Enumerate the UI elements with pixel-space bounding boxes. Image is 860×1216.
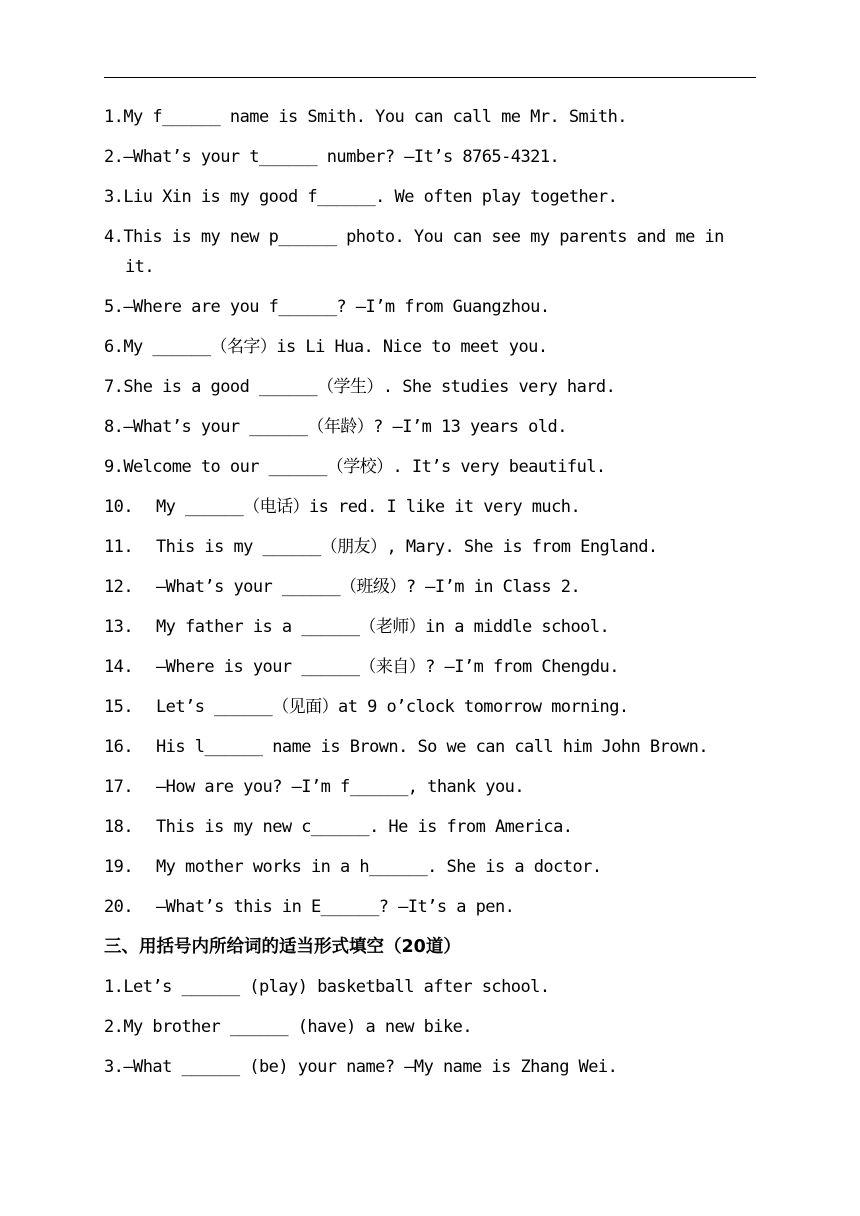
question-5: 5.—Where are you f______? —I’m from Guangzhou. xyxy=(104,297,550,317)
question-4: 4.This is my new p______ photo. You can see my parents and me in it. xyxy=(104,227,724,277)
question-16 xyxy=(104,732,756,762)
question-text: My mother works in a h______. She is a doctor. xyxy=(156,857,602,877)
question-12 xyxy=(104,572,756,602)
question-number: 19. xyxy=(104,857,134,877)
question-number: 17. xyxy=(104,777,134,797)
question-3: 3.Liu Xin is my good f______. We often play together. xyxy=(104,187,618,207)
question-text: —How are you? —I’m f______, thank you. xyxy=(156,777,525,797)
section-three-question-1: 1.Let’s ______ (play) basketball after school. xyxy=(104,977,550,997)
question-text: His l______ name is Brown. So we can call him John Brown. xyxy=(156,737,709,757)
question-text: —What’s your ______（班级）? —I’m in Class 2. xyxy=(156,577,581,597)
question-text: Let’s ______（见面）at 9 o’clock tomorrow morning. xyxy=(156,697,629,717)
question-8: 8.—What’s your ______（年龄）? —I’m 13 years old. xyxy=(104,417,567,437)
question-1: 1.My f______ name is Smith. You can call me Mr. Smith. xyxy=(104,107,627,127)
top-rule xyxy=(104,77,756,78)
question-number: 18. xyxy=(104,817,134,837)
question-19 xyxy=(104,852,756,882)
question-number: 14. xyxy=(104,657,134,677)
question-number: 11. xyxy=(104,537,134,557)
question-9: 9.Welcome to our ______（学校）. It’s very beautiful. xyxy=(104,457,606,477)
question-14 xyxy=(104,652,756,682)
question-number: 10. xyxy=(104,497,134,517)
question-13 xyxy=(104,612,756,642)
question-text: My ______（电话）is red. I like it very much. xyxy=(156,497,581,517)
question-text: —Where is your ______（来自）? —I’m from Chengdu. xyxy=(156,657,619,677)
question-number: 16. xyxy=(104,737,134,757)
section-three-title: 三、用括号内所给词的适当形式填空（20道） xyxy=(104,937,461,957)
worksheet-content xyxy=(104,102,756,1092)
question-text: My father is a ______（老师）in a middle school. xyxy=(156,617,610,637)
question-text: This is my new c______. He is from America. xyxy=(156,817,573,837)
question-number: 20. xyxy=(104,897,134,917)
section-three-question-3: 3.—What ______ (be) your name? —My name is Zhang Wei. xyxy=(104,1057,618,1077)
question-number: 15. xyxy=(104,697,134,717)
question-number: 13. xyxy=(104,617,134,637)
question-text: —What’s this in E______? —It’s a pen. xyxy=(156,897,515,917)
question-15 xyxy=(104,692,756,722)
question-6: 6.My ______（名字）is Li Hua. Nice to meet you. xyxy=(104,337,548,357)
question-17 xyxy=(104,772,756,802)
question-10 xyxy=(104,492,756,522)
question-2: 2.—What’s your t______ number? —It’s 8765-4321. xyxy=(104,147,560,167)
question-number: 12. xyxy=(104,577,134,597)
question-18 xyxy=(104,812,756,842)
question-7: 7.She is a good ______（学生）. She studies very hard. xyxy=(104,377,616,397)
section-three-question-2: 2.My brother ______ (have) a new bike. xyxy=(104,1017,473,1037)
question-text: This is my ______（朋友）, Mary. She is from England. xyxy=(156,537,658,557)
question-20 xyxy=(104,892,756,922)
question-11 xyxy=(104,532,756,562)
